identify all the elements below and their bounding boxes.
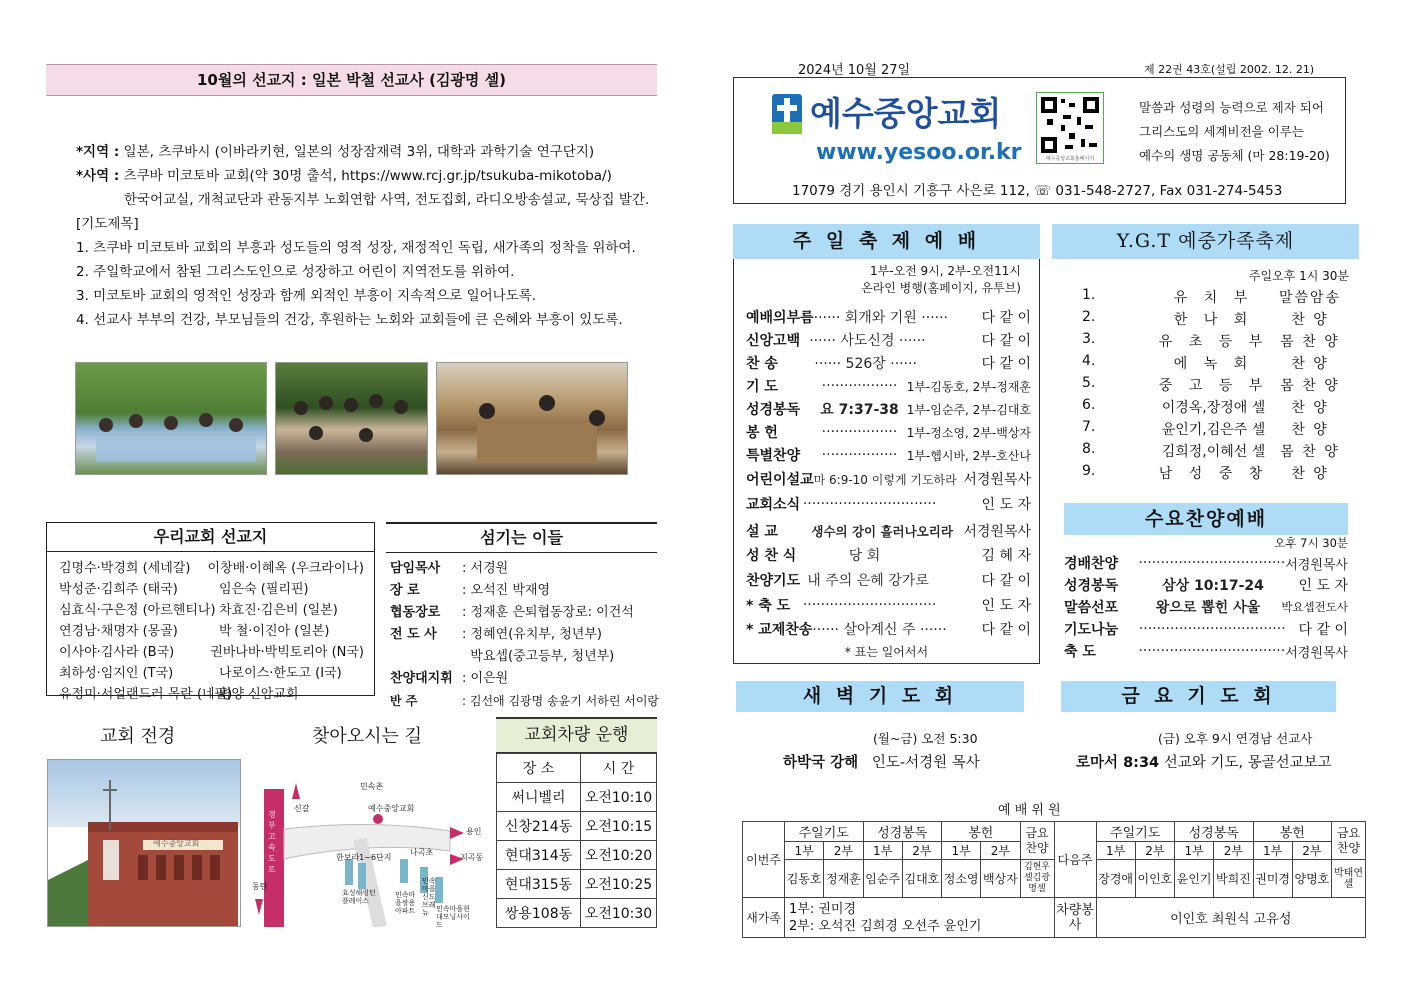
worship-item: 성경봉독 요 7:37-38 1부-임순주, 2부-김대호: [746, 402, 1031, 418]
dawn-prayer-title: 새 벽 기 도 회: [736, 681, 1024, 712]
map-label: 한보라1~6단지: [336, 853, 392, 862]
map-label: 민속마을신도브래뉴: [422, 877, 436, 917]
map-label: 신갈: [294, 804, 310, 813]
duty-table: 이번주 주일기도 성경봉독 봉헌 금요찬양 다음주 주일기도 성경봉독 봉헌 금요찬양 1부 2부 1부 2부 1부 2부 1부 2부 1부 2부 1부 2부 김동호 정재훈 임순주 김대호 정소영 백상자 김현우셀김광명셀 장경애 이인호 윤인기 박희진 권미경 양명호 박태연셀 새가족 1부: 권미경 2부: 오석진 김희경 오선주 윤인기 차량봉사 이인호 최원식 고유성: [742, 821, 1366, 938]
servant-row: 전 도 사 : 정혜연(유치부, 청년부): [390, 627, 602, 642]
church-motto: 말씀과 성령의 능력으로 제자 되어 그리스도의 세계비전을 이루는 예수의 생명 공동체 (마 28:19-20): [1139, 100, 1330, 163]
missionary-row: 연경남·채명자 (몽골) 박 철·이진아 (일본): [59, 624, 330, 639]
worship-item: 찬 송 ······ 526장 ······ 다 같 이: [746, 356, 1031, 372]
ygt-item: 9. 남 성 중 창 찬 양: [1082, 463, 1329, 482]
wed-item: 축 도 ································· 서경원목사: [1064, 643, 1348, 661]
cross-logo-icon: [772, 92, 804, 134]
worship-item: 설 교 생수의 강이 흘러나오리라 서경원목사: [746, 524, 1031, 540]
work-text-2: 한국어교실, 개척교단과 관동지부 노회연합 사역, 전도집회, 라디오방송설교, 묵상집 발간.: [124, 192, 650, 208]
ygt-item: 5. 중 고 등 부 몸 찬 양: [1082, 375, 1340, 394]
work-label: *사역 :: [76, 168, 120, 184]
sunday-online: 온라인 병행(홈페이지, 유투브): [861, 281, 1021, 295]
car-place: 신창214동: [497, 812, 581, 841]
church-sign: 예수중앙교회: [153, 839, 200, 848]
servant-row: 장 로 : 오석진 박재영: [390, 583, 550, 598]
prayer-item: 3. 미코토바 교회의 영적인 성장과 함께 외적인 부흥이 지속적으로 일어나도록.: [76, 288, 537, 304]
ygt-title: Y.G.T 예중가족축제: [1052, 224, 1359, 259]
masthead: [733, 77, 1346, 204]
mission-photo-study: [436, 362, 628, 475]
ygt-item: 7. 윤인기,김은주 셀 찬 양: [1082, 419, 1329, 438]
ygt-item: 6. 이경옥,장정애 셀 찬 양: [1082, 397, 1329, 416]
qr-caption: 예수중앙교회홈페이지: [1045, 156, 1095, 162]
region-label: *지역 :: [76, 144, 120, 160]
missionary-row: 최하성·임지인 (T국) 나로이스·한도고 (I국): [59, 666, 342, 681]
missionary-row: 유정미·서얼랜드러 목란 (네팔) 평양 신암교회: [59, 687, 299, 702]
car-place: 쌍용108동: [497, 899, 581, 928]
worship-item: 예배의부름 ······ 회개와 기원 ······ 다 같 이: [746, 310, 1031, 326]
prayer-head: [기도제목]: [76, 216, 139, 232]
ygt-item: 2. 한 나 회 찬 양: [1082, 309, 1329, 328]
worship-item: 교회소식 ······························ 인 도 자: [746, 496, 1031, 513]
duty-title: 예 배 위 원: [998, 803, 1061, 818]
ygt-program: [1052, 259, 1359, 489]
directions-map: [250, 759, 490, 927]
car-schedule: [496, 717, 657, 928]
missionary-row: 박성준·김희주 (태국) 임은숙 (필리핀): [59, 582, 309, 597]
qr-code-icon[interactable]: [1036, 92, 1104, 164]
car-time: 오전10:30: [581, 899, 657, 928]
mission-title: 10월의 선교지 : 일본 박철 선교사 (김광명 셀): [46, 64, 657, 96]
car-time: 오전10:20: [581, 841, 657, 870]
wed-item: 기도나눔 ································· 다 같 이: [1064, 621, 1348, 638]
missionaries-title: 우리교회 선교지: [47, 523, 374, 552]
missionaries-box: [46, 522, 375, 702]
wednesday-title: 수요찬양예배: [1064, 503, 1348, 535]
friday-time: (금) 오후 9시 연경남 선교사: [1158, 731, 1313, 746]
missionary-row: 심효식·구은정 (아르헨티나) 차효진·김은비 (일본): [59, 603, 338, 618]
wed-item: 성경봉독 삼상 10:17-24 인 도 자: [1064, 578, 1348, 594]
servant-row: 반 주 : 김선애 김광명 송윤기 서하린 서이랑: [390, 694, 659, 708]
church-name: 예수중앙교회: [810, 94, 1002, 133]
car-time: 오전10:15: [581, 812, 657, 841]
wednesday-order: [1064, 535, 1348, 665]
church-url[interactable]: www.yesoo.or.kr: [816, 140, 1022, 165]
wednesday-time: 오후 7시 30분: [1274, 536, 1348, 550]
prayer-item: 1. 츠쿠바 미코토바 교회의 부흥과 성도들의 영적 성장, 재정적인 독립, 새가족의 정착을 위하여.: [76, 240, 636, 256]
work-text: 츠쿠바 미코토바 교회(약 30명 출석, https://www.rcj.gr.jp/tsukuba-mikotoba/): [123, 168, 612, 184]
missionary-row: 이사야·김사라 (B국) 권바나바·박빅토리아 (N국): [59, 645, 364, 660]
wed-item: 경배찬양 ································· 서경원목사: [1064, 555, 1348, 573]
church-building-photo: [47, 759, 241, 927]
mission-photo-group: [275, 362, 428, 475]
friday-prayer-title: 금 요 기 도 회: [1061, 681, 1336, 712]
issue-number: 제 22권 43호(설립 2002. 12. 21): [1144, 63, 1315, 76]
worship-item: * 축 도 ······························ 인 도 자: [746, 597, 1031, 614]
worship-item: * 교제찬송 ······ 살아계신 주 ······ 다 같 이: [746, 622, 1031, 638]
sunday-times: 1부-오전 9시, 2부-오전11시: [869, 264, 1021, 278]
ygt-item: 8. 김희정,이혜선 셀 몸 찬 양: [1082, 441, 1340, 460]
missionary-row: 김명수·박경희 (세네갈) 이창배·이혜옥 (우크라이나): [59, 561, 364, 576]
car-head: 시 간: [581, 754, 657, 783]
car-place: 써니벨리: [497, 783, 581, 812]
region-text: 일본, 츠쿠바시 (이바라키현, 일본의 성장잠재력 3위, 대학과 과학기술 연구단지): [123, 144, 595, 160]
church-view-title: 교회 전경: [100, 726, 176, 747]
servant-row: 담임목사 : 서경원: [390, 561, 509, 576]
map-label: 효성해링턴플레이스: [342, 889, 376, 905]
map-label: 민속촌: [360, 782, 384, 791]
wed-item: 말씀선포 왕으로 뽑힌 사울 박요셉전도사: [1064, 600, 1348, 616]
map-label: 동탄: [252, 882, 268, 891]
worship-item: 특별찬양 ················· 1부-헵시바, 2부-호산나: [746, 447, 1031, 464]
sunday-worship-order: [733, 259, 1040, 664]
car-head: 장 소: [497, 754, 581, 783]
dawn-time: (월~금) 오전 5:30: [873, 731, 978, 746]
car-place: 현대314동: [497, 841, 581, 870]
car-title: 교회차량 운행: [496, 717, 657, 753]
stand-note: * 표는 일어서서: [844, 645, 929, 659]
worship-item: 봉 헌 ················· 1부-정소영, 2부-백상자: [746, 424, 1031, 441]
ygt-time: 주일오후 1시 30분: [1248, 269, 1349, 283]
church-address: 17079 경기 용인시 기흥구 사은로 112, ☏ 031-548-2727, Fax 031-274-5453: [792, 183, 1283, 199]
map-label: 나곡초: [410, 848, 434, 857]
map-label-highway: 경부고속도로: [268, 810, 276, 874]
car-time: 오전10:10: [581, 783, 657, 812]
map-label: 지곡동: [460, 853, 484, 862]
servant-row: 찬양대지휘 : 이은원: [390, 671, 509, 686]
servant-row: 박요셉(중고등부, 청년부): [470, 649, 615, 664]
sunday-worship-title: 주 일 축 제 예 배: [733, 224, 1040, 259]
servants-box: [386, 522, 659, 708]
friday-detail: 로마서 8:34 선교와 기도, 몽골선교보고: [1076, 755, 1332, 771]
mission-photo-picnic: [75, 362, 267, 475]
ygt-item: 3. 유 초 등 부 몸 찬 양: [1082, 331, 1340, 350]
servant-row: 협동장로 : 정재훈 은퇴협동장로: 이건석: [390, 605, 634, 620]
map-label: 예수중앙교회: [368, 804, 415, 813]
ygt-item: 1. 유 치 부 말씀암송: [1082, 287, 1342, 306]
directions-title: 찾아오시는 길: [312, 726, 423, 747]
map-label: 용인: [466, 827, 482, 836]
prayer-item: 2. 주일학교에서 참된 그리스도인으로 성장하고 어린이 지역전도를 위하여.: [76, 264, 515, 280]
map-label: 민속마을쌍용아파트: [395, 891, 416, 915]
worship-item: 성 찬 식 당 회 김 혜 자: [746, 548, 1031, 564]
car-place: 현대315동: [497, 870, 581, 899]
car-time: 오전10:25: [581, 870, 657, 899]
map-label: 민속마을현대모닝사이드: [436, 905, 470, 929]
servants-title: 섬기는 이들: [386, 522, 657, 553]
worship-item: 신앙고백 ······ 사도신경 ······ 다 같 이: [746, 333, 1031, 349]
worship-item: 찬양기도 내 주의 은혜 강가로 다 같 이: [746, 573, 1031, 589]
bulletin-date: 2024년 10월 27일: [798, 63, 911, 78]
prayer-item: 4. 선교사 부부의 건강, 부모님들의 건강, 후원하는 노회와 교회들에 큰 은혜와 부흥이 있도록.: [76, 312, 623, 328]
worship-item: 기 도 ················· 1부-김동호, 2부-정재훈: [746, 378, 1031, 395]
mission-info: [76, 140, 656, 332]
dawn-detail: 하박국 강해 인도-서경원 목사: [783, 755, 980, 771]
ygt-item: 4. 에 녹 회 찬 양: [1082, 353, 1329, 372]
worship-item: 어린이설교 마 6:9-10 이렇게 기도하라 서경원목사: [746, 472, 1031, 488]
